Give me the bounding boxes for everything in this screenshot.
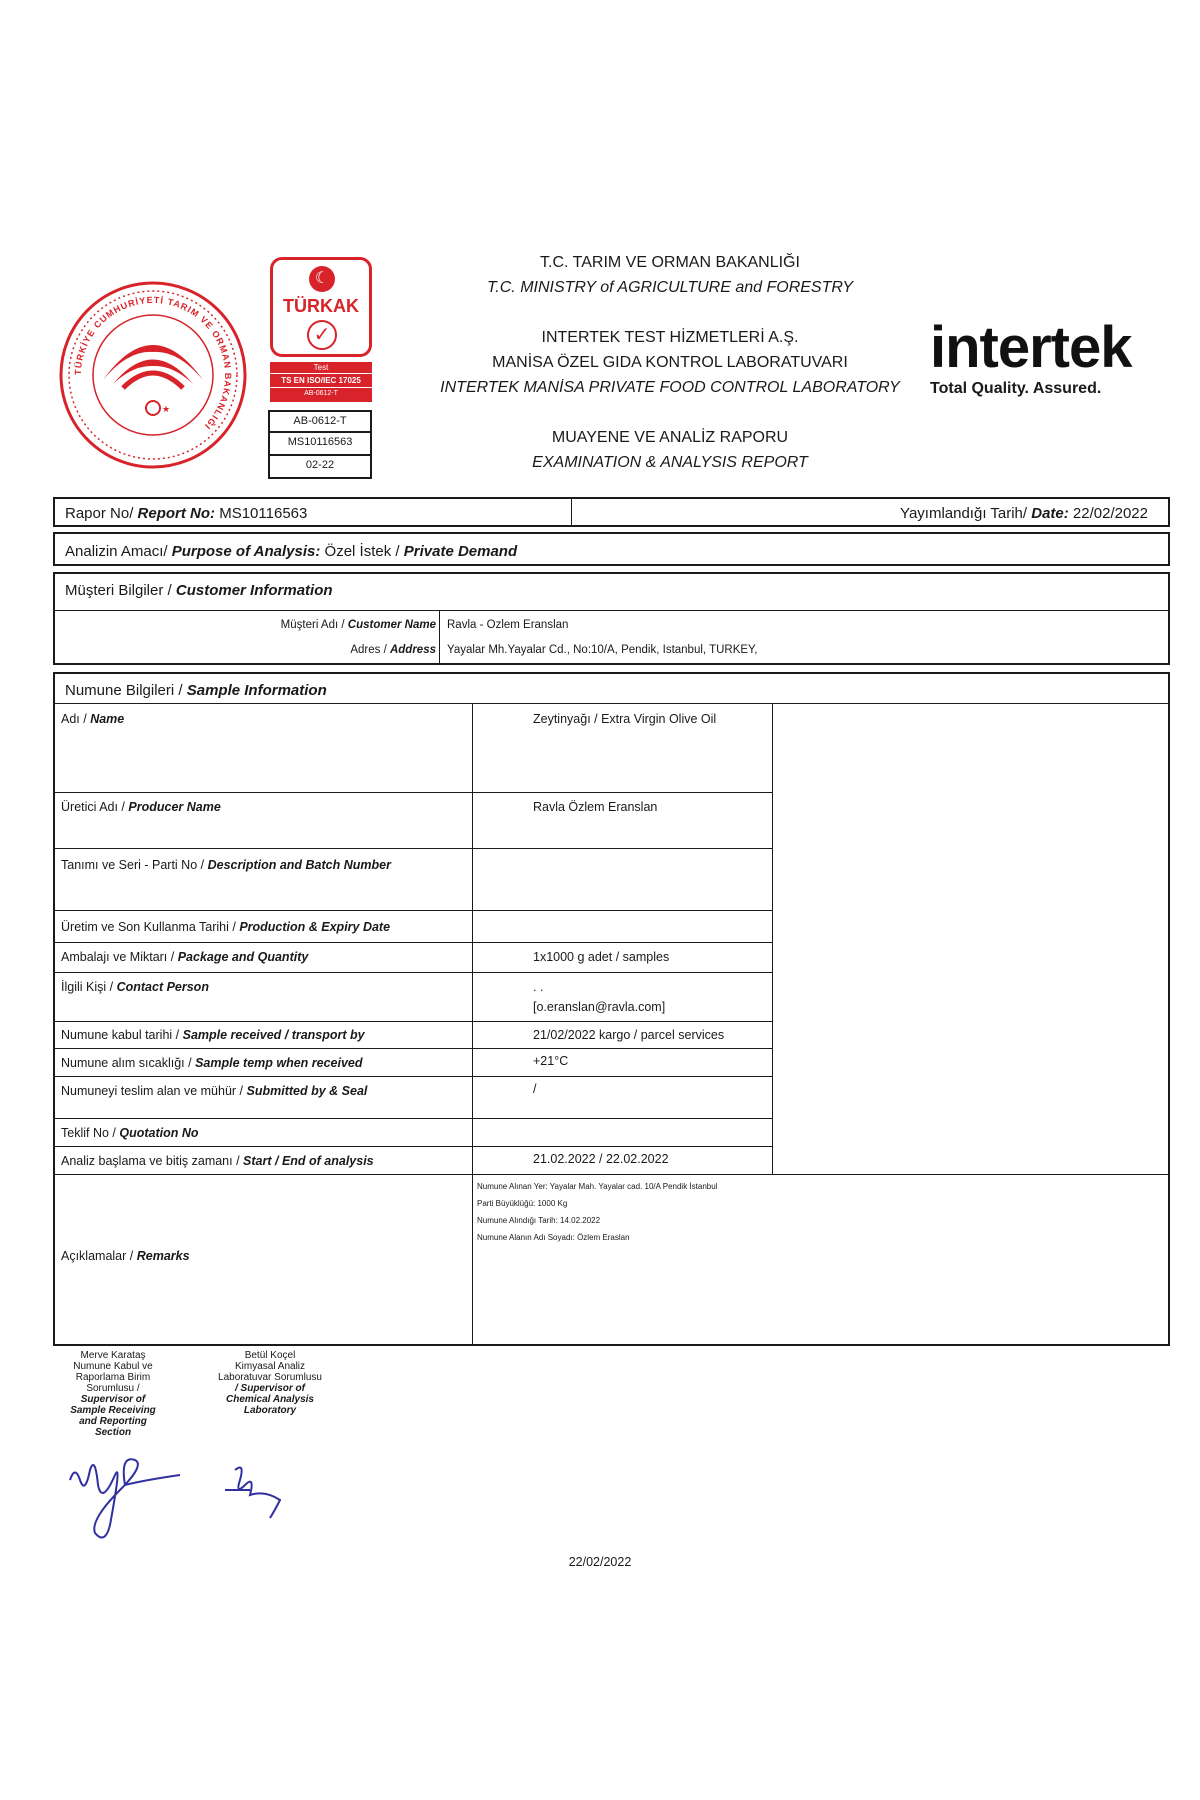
signatory-title: Numune Kabul ve bbox=[73, 1361, 153, 1372]
intertek-tagline: Total Quality. Assured. bbox=[930, 380, 1102, 397]
remark-line: Numune Alındığı Tarih: 14.02.2022 bbox=[477, 1216, 601, 1225]
row-label: Numune alım sıcaklığı / bbox=[61, 1056, 192, 1070]
remarks-label-wrap bbox=[61, 1249, 190, 1263]
remark-line: Numune Alanın Adı Soyadı: Özlem Eraslan bbox=[477, 1233, 630, 1242]
row-value: 21.02.2022 / 22.02.2022 bbox=[533, 1152, 669, 1166]
report-number-row bbox=[53, 497, 1170, 527]
row-value: / bbox=[533, 1082, 537, 1096]
ministry-header bbox=[420, 250, 920, 475]
turkak-logo bbox=[270, 257, 372, 357]
row-value: 21/02/2022 kargo / parcel services bbox=[533, 1028, 725, 1042]
row-value: Ravla Özlem Eranslan bbox=[533, 800, 658, 814]
purpose-row bbox=[53, 532, 1170, 566]
address-value: Yayalar Mh.Yayalar Cd., No:10/A, Pendik, Istanbul, TURKEY, bbox=[447, 644, 758, 656]
purpose-label-en: Purpose of Analysis: bbox=[171, 543, 321, 560]
signatory-title-en: Sample Receiving bbox=[70, 1405, 156, 1416]
row-label-en: Name bbox=[90, 712, 125, 726]
footer-date: 22/02/2022 bbox=[568, 1555, 632, 1569]
signatory-title: Laboratuvar Sorumlusu bbox=[218, 1372, 322, 1383]
date-label: Yayımlandığı Tarih/ bbox=[900, 505, 1028, 522]
flag-icon: ☾ bbox=[309, 266, 335, 292]
accreditation-code-box: 02-22 bbox=[268, 456, 372, 479]
row-label-en: Production & Expiry Date bbox=[239, 920, 391, 934]
svg-text:★: ★ bbox=[162, 405, 171, 415]
signature-2 bbox=[220, 1460, 300, 1530]
seal-text: TÜRKİYE CUMHURİYETİ TARIM VE ORMAN BAKANLIĞI bbox=[72, 294, 234, 432]
row-value: 1x1000 g adet / samples bbox=[533, 950, 670, 964]
customer-name-label: Müşteri Adı / bbox=[280, 619, 345, 631]
row-value-email: [o.eranslan@ravla.com] bbox=[533, 1000, 666, 1014]
address-label-en: Address bbox=[389, 644, 436, 656]
row-label: Adı / bbox=[61, 712, 87, 726]
accreditation-code-box: MS10116563 bbox=[268, 433, 372, 456]
signatory-title-en: Section bbox=[94, 1427, 132, 1438]
signatory-title-en: Chemical Analysis bbox=[225, 1394, 314, 1405]
row-label-en: Package and Quantity bbox=[177, 950, 309, 964]
date-value: 22/02/2022 bbox=[1072, 505, 1148, 522]
row-label: Numuneyi teslim alan ve mühür / bbox=[61, 1084, 244, 1098]
header-line: INTERTEK MANİSA PRIVATE FOOD CONTROL LABORATORY bbox=[440, 379, 900, 396]
remark-line: Parti Büyüklüğü: 1000 Kg bbox=[477, 1199, 568, 1208]
signature-block-2 bbox=[200, 1350, 340, 1416]
signatory-title-en: Laboratory bbox=[243, 1405, 297, 1416]
header-line: INTERTEK TEST HİZMETLERİ A.Ş. bbox=[541, 329, 799, 346]
row-label: Analiz başlama ve bitiş zamanı / bbox=[61, 1154, 240, 1168]
row-label-en: Contact Person bbox=[116, 980, 209, 994]
header-line: T.C. MINISTRY of AGRICULTURE and FORESTRY bbox=[487, 279, 853, 296]
date-label-en: Date: bbox=[1031, 505, 1069, 522]
row-label: İlgili Kişi / bbox=[61, 980, 114, 994]
address-label: Adres / bbox=[350, 644, 387, 656]
signatory-title-en: / Supervisor of bbox=[234, 1383, 305, 1394]
accreditation-codes bbox=[268, 410, 372, 479]
signatory-name: Merve Karataş bbox=[80, 1350, 146, 1361]
accreditation-band bbox=[270, 362, 372, 402]
report-title: MUAYENE VE ANALİZ RAPORU bbox=[551, 429, 789, 446]
purpose-value: Özel İstek / bbox=[324, 543, 400, 560]
remark-line: Numune Alınan Yer: Yayalar Mah. Yayalar cad. 10/A Pendik İstanbul bbox=[477, 1182, 718, 1191]
row-value: Zeytinyağı / Extra Virgin Olive Oil bbox=[533, 712, 717, 726]
remarks-text bbox=[477, 1178, 717, 1246]
row-label: Üretici Adı / bbox=[61, 800, 125, 814]
header-line: T.C. TARIM VE ORMAN BAKANLIĞI bbox=[540, 254, 800, 271]
signatory-title: Kimyasal Analiz bbox=[234, 1361, 306, 1372]
remarks-label-en: Remarks bbox=[136, 1249, 190, 1263]
customer-section bbox=[53, 572, 1170, 665]
sample-header: Numune Bilgileri / bbox=[65, 682, 183, 699]
customer-header: Müşteri Bilgiler / bbox=[65, 582, 172, 599]
row-label-en: Quotation No bbox=[119, 1126, 199, 1140]
intertek-wordmark: intertek bbox=[930, 315, 1132, 380]
header-line: MANİSA ÖZEL GIDA KONTROL LABORATUVARI bbox=[492, 354, 848, 371]
sample-section bbox=[53, 672, 1170, 1346]
report-no-label: Rapor No/ bbox=[65, 505, 134, 522]
row-label-en: Producer Name bbox=[128, 800, 221, 814]
row-label: Teklif No / bbox=[61, 1126, 116, 1140]
intertek-logo bbox=[930, 315, 1180, 398]
remarks-label: Açıklamalar / bbox=[61, 1249, 134, 1263]
row-label-en: Start / End of analysis bbox=[243, 1154, 374, 1168]
row-label: Tanımı ve Seri - Parti No / bbox=[61, 858, 205, 872]
signatory-title: Sorumlusu / bbox=[86, 1383, 140, 1394]
checkmark-icon: ✓ bbox=[307, 320, 337, 350]
row-label: Numune kabul tarihi / bbox=[61, 1028, 180, 1042]
signatory-name: Betül Koçel bbox=[244, 1350, 296, 1361]
row-value: . . bbox=[533, 980, 544, 994]
row-label: Üretim ve Son Kullanma Tarihi / bbox=[61, 920, 236, 934]
accreditation-standard: TS EN ISO/IEC 17025 bbox=[270, 373, 372, 388]
customer-header-en: Customer Information bbox=[175, 582, 333, 599]
signature-1 bbox=[60, 1445, 190, 1545]
signatory-title-en: Supervisor of bbox=[80, 1394, 146, 1405]
signatory-title-en: and Reporting bbox=[79, 1416, 147, 1427]
report-title-en: EXAMINATION & ANALYSIS REPORT bbox=[532, 454, 808, 471]
sample-header-en: Sample Information bbox=[186, 682, 327, 699]
accreditation-code-box: AB-0612-T bbox=[268, 410, 372, 433]
report-no-label-en: Report No: bbox=[137, 505, 216, 522]
ministry-seal bbox=[58, 280, 248, 470]
row-value: +21°C bbox=[533, 1054, 569, 1068]
accreditation-code: AB-0612-T bbox=[304, 390, 338, 397]
accreditation-test: Test bbox=[313, 363, 329, 372]
row-label: Ambalajı ve Miktarı / bbox=[61, 950, 175, 964]
signatory-title: Raporlama Birim bbox=[75, 1372, 151, 1383]
row-label-en: Submitted by & Seal bbox=[246, 1084, 368, 1098]
customer-name-value: Ravla - Ozlem Eranslan bbox=[447, 619, 569, 631]
purpose-value-en: Private Demand bbox=[403, 543, 518, 560]
row-label-en: Description and Batch Number bbox=[207, 858, 391, 872]
turkak-name: TÜRKAK bbox=[283, 296, 359, 316]
customer-name-label-en: Customer Name bbox=[347, 619, 436, 631]
signature-block-1 bbox=[48, 1350, 178, 1438]
purpose-label: Analizin Amacı/ bbox=[65, 543, 168, 560]
row-label-en: Sample temp when received bbox=[195, 1056, 363, 1070]
report-no-value: MS10116563 bbox=[219, 505, 308, 522]
row-label-en: Sample received / transport by bbox=[182, 1028, 365, 1042]
